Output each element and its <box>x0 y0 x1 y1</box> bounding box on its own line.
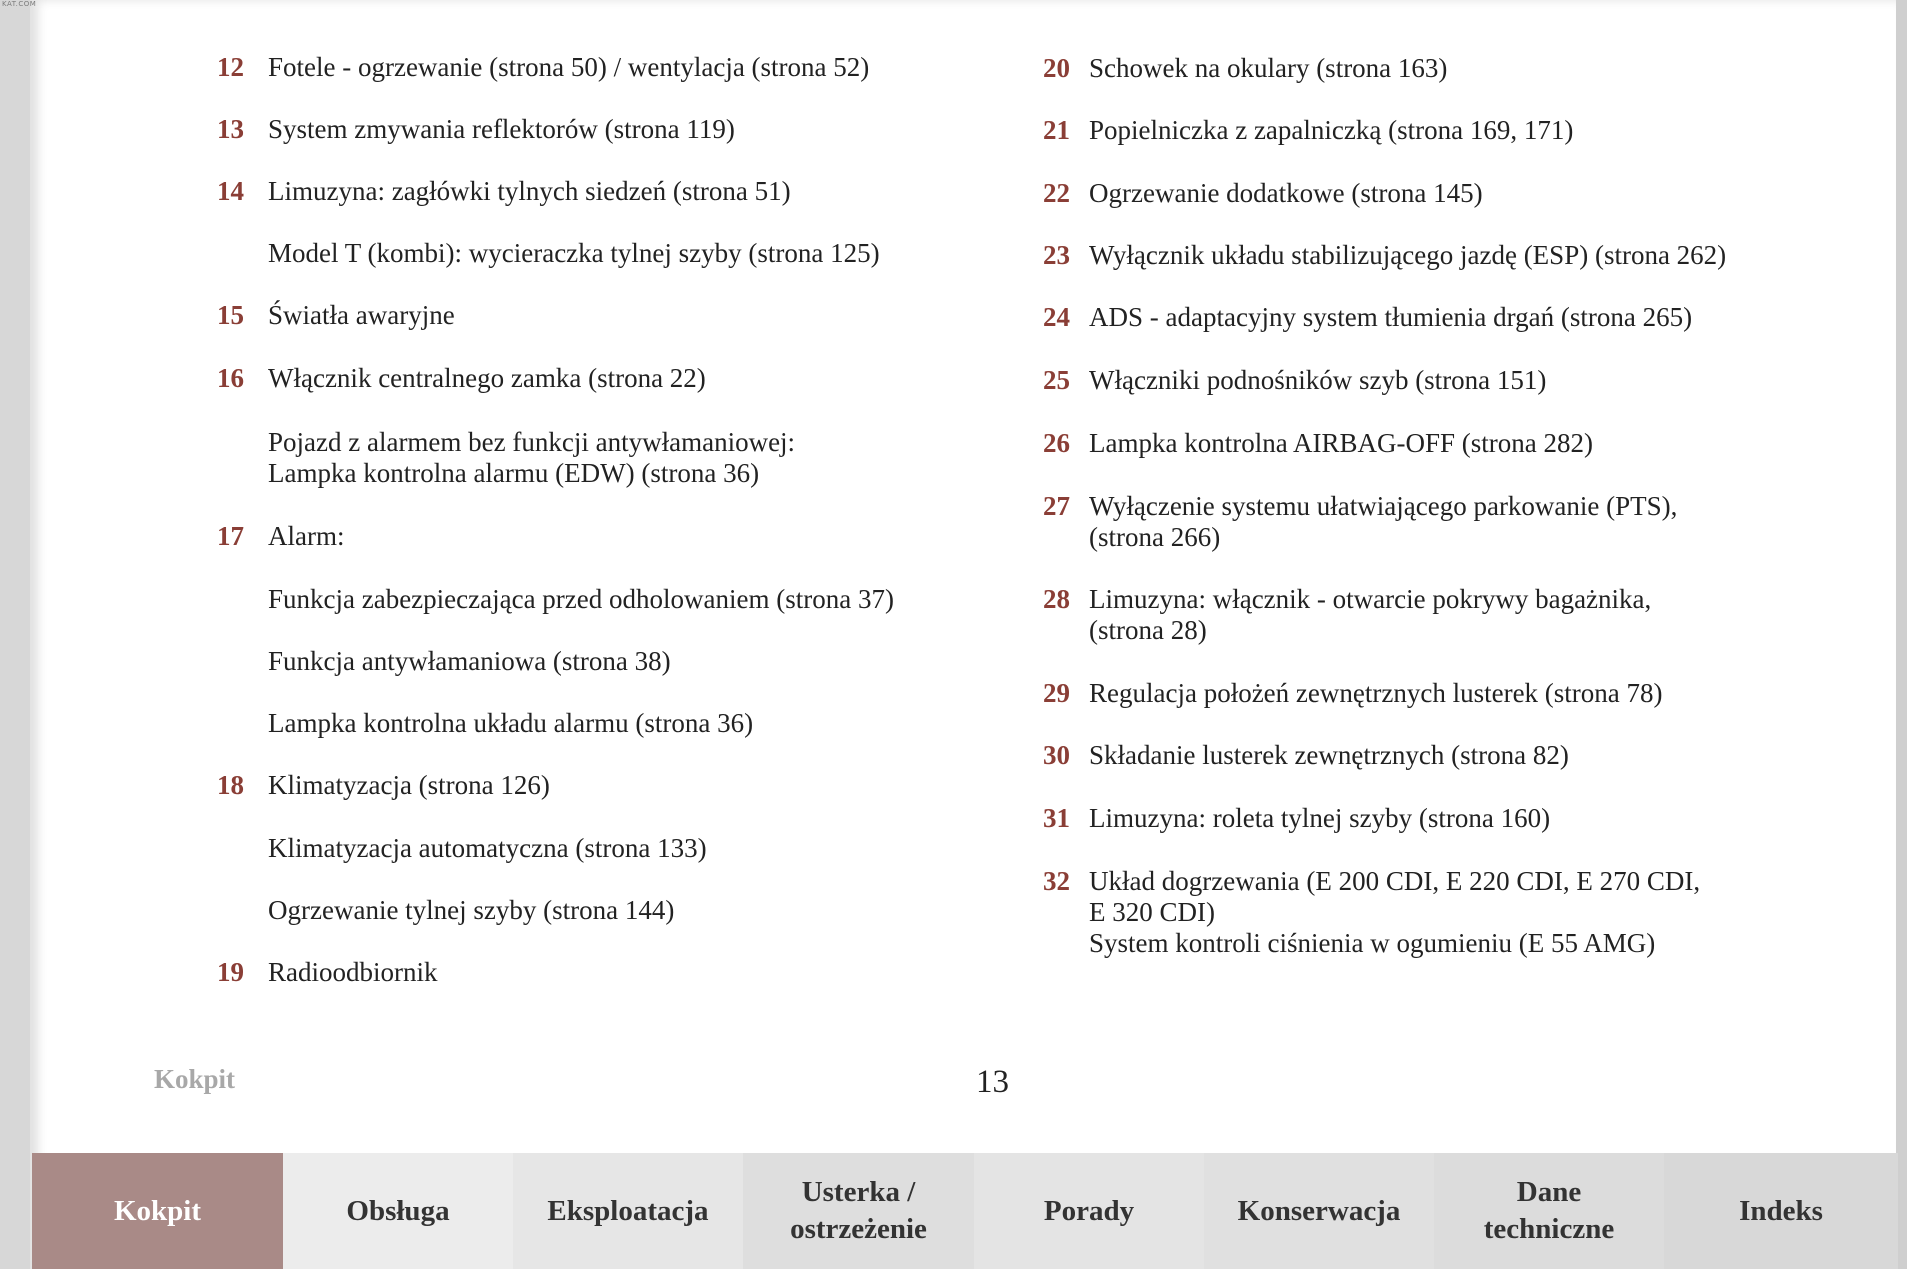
item-number: 26 <box>1043 428 1070 458</box>
item-text: Ogrzewanie dodatkowe (strona 145) <box>1089 178 1483 208</box>
item-text: Światła awaryjne <box>268 300 455 330</box>
item-text-continued: Lampka kontrolna alarmu (EDW) (strona 36) <box>268 458 760 488</box>
page-number: 13 <box>976 1064 1009 1100</box>
tab-label: Eksploatacja <box>547 1194 709 1227</box>
item-number: 25 <box>1043 365 1070 395</box>
item-text: Schowek na okulary (strona 163) <box>1089 53 1448 83</box>
item-number: 28 <box>1043 584 1070 614</box>
item-text: Limuzyna: włącznik - otwarcie pokrywy bagażnika, <box>1089 584 1652 614</box>
item-number: 14 <box>217 176 244 206</box>
item-number: 12 <box>217 52 244 82</box>
tab-label: Konserwacja <box>1237 1194 1401 1227</box>
item-text: Limuzyna: zagłówki tylnych siedzeń (strona 51) <box>268 176 791 206</box>
tab-porady[interactable] <box>974 1153 1204 1269</box>
item-text-continued: E 320 CDI) <box>1089 897 1215 927</box>
manual-page <box>30 0 1896 1269</box>
tab-label: Usterka / <box>801 1176 916 1208</box>
tab-obsluga[interactable] <box>283 1153 513 1269</box>
item-text: Włącznik centralnego zamka (strona 22) <box>268 363 706 393</box>
item-number: 31 <box>1043 803 1070 833</box>
item-text: Fotele - ogrzewanie (strona 50) / wentylacja (strona 52) <box>268 52 870 82</box>
tab-eksploatacja[interactable] <box>513 1153 743 1269</box>
item-text-continued: (strona 28) <box>1089 615 1207 645</box>
item-number: 29 <box>1043 678 1070 708</box>
item-text: Ogrzewanie tylnej szyby (strona 144) <box>268 895 675 925</box>
item-text: Radioodbiornik <box>268 957 438 987</box>
item-text: Popielniczka z zapalniczką (strona 169, 171) <box>1089 115 1574 145</box>
item-text: Limuzyna: roleta tylnej szyby (strona 160) <box>1089 803 1551 833</box>
item-text: Klimatyzacja (strona 126) <box>268 770 550 800</box>
item-text-continued: (strona 266) <box>1089 522 1221 552</box>
tab-label: Indeks <box>1739 1194 1823 1227</box>
tab-label: Dane <box>1516 1176 1582 1208</box>
tab-label: Obsługa <box>346 1194 450 1227</box>
item-text: ADS - adaptacyjny system tłumienia drgań (strona 265) <box>1089 302 1693 332</box>
item-number: 21 <box>1043 115 1070 145</box>
tab-label-line2: techniczne <box>1483 1213 1615 1245</box>
page-edge <box>1896 0 1907 1269</box>
section-label: Kokpit <box>154 1064 236 1094</box>
tab-label: Porady <box>1043 1194 1135 1227</box>
item-text: Wyłączenie systemu ułatwiającego parkowanie (PTS), <box>1089 491 1678 521</box>
item-text: Wyłącznik układu stabilizującego jazdę (ESP) (strona 262) <box>1089 240 1727 270</box>
item-text: Układ dogrzewania (E 200 CDI, E 220 CDI, E 270 CDI, <box>1089 866 1701 896</box>
item-text: Alarm: <box>268 521 345 551</box>
item-number: 16 <box>217 363 244 393</box>
item-text: Klimatyzacja automatyczna (strona 133) <box>268 833 707 863</box>
item-number: 23 <box>1043 240 1070 270</box>
item-text: System zmywania reflektorów (strona 119) <box>268 114 735 144</box>
corner-watermark: KAT.COM <box>2 0 37 8</box>
item-number: 19 <box>217 957 244 987</box>
item-number: 13 <box>217 114 244 144</box>
tab-dane-techniczne[interactable] <box>1434 1153 1664 1269</box>
item-text: Włączniki podnośników szyb (strona 151) <box>1089 365 1547 395</box>
item-text: Lampka kontrolna AIRBAG-OFF (strona 282) <box>1089 428 1593 458</box>
item-number: 30 <box>1043 740 1070 770</box>
item-number: 22 <box>1043 178 1070 208</box>
item-text-continued: System kontroli ciśnienia w ogumieniu (E 55 AMG) <box>1089 928 1656 958</box>
item-text: Model T (kombi): wycieraczka tylnej szyby (strona 125) <box>268 238 880 268</box>
item-text: Funkcja antywłamaniowa (strona 38) <box>268 646 671 676</box>
item-number: 18 <box>217 770 244 800</box>
tab-label-line2: ostrzeżenie <box>790 1213 927 1245</box>
tab-label: Kokpit <box>113 1194 202 1227</box>
item-number: 32 <box>1043 866 1070 896</box>
item-number: 15 <box>217 300 244 330</box>
tab-konserwacja[interactable] <box>1204 1153 1434 1269</box>
item-number: 24 <box>1043 302 1070 332</box>
item-text: Składanie lusterek zewnętrznych (strona 82) <box>1089 740 1569 770</box>
item-number: 27 <box>1043 491 1070 521</box>
item-text: Pojazd z alarmem bez funkcji antywłamaniowej: <box>268 427 796 457</box>
item-number: 17 <box>217 521 244 551</box>
tab-kokpit[interactable] <box>32 1153 283 1269</box>
tab-indeks[interactable] <box>1664 1153 1898 1269</box>
item-text: Lampka kontrolna układu alarmu (strona 36) <box>268 708 754 738</box>
item-text: Regulacja położeń zewnętrznych lusterek (strona 78) <box>1089 678 1663 708</box>
section-tab-bar <box>32 1153 1898 1269</box>
item-text: Funkcja zabezpieczająca przed odholowaniem (strona 37) <box>268 584 894 614</box>
tab-usterka-ostrzezenie[interactable] <box>743 1153 974 1269</box>
item-number: 20 <box>1043 53 1070 83</box>
